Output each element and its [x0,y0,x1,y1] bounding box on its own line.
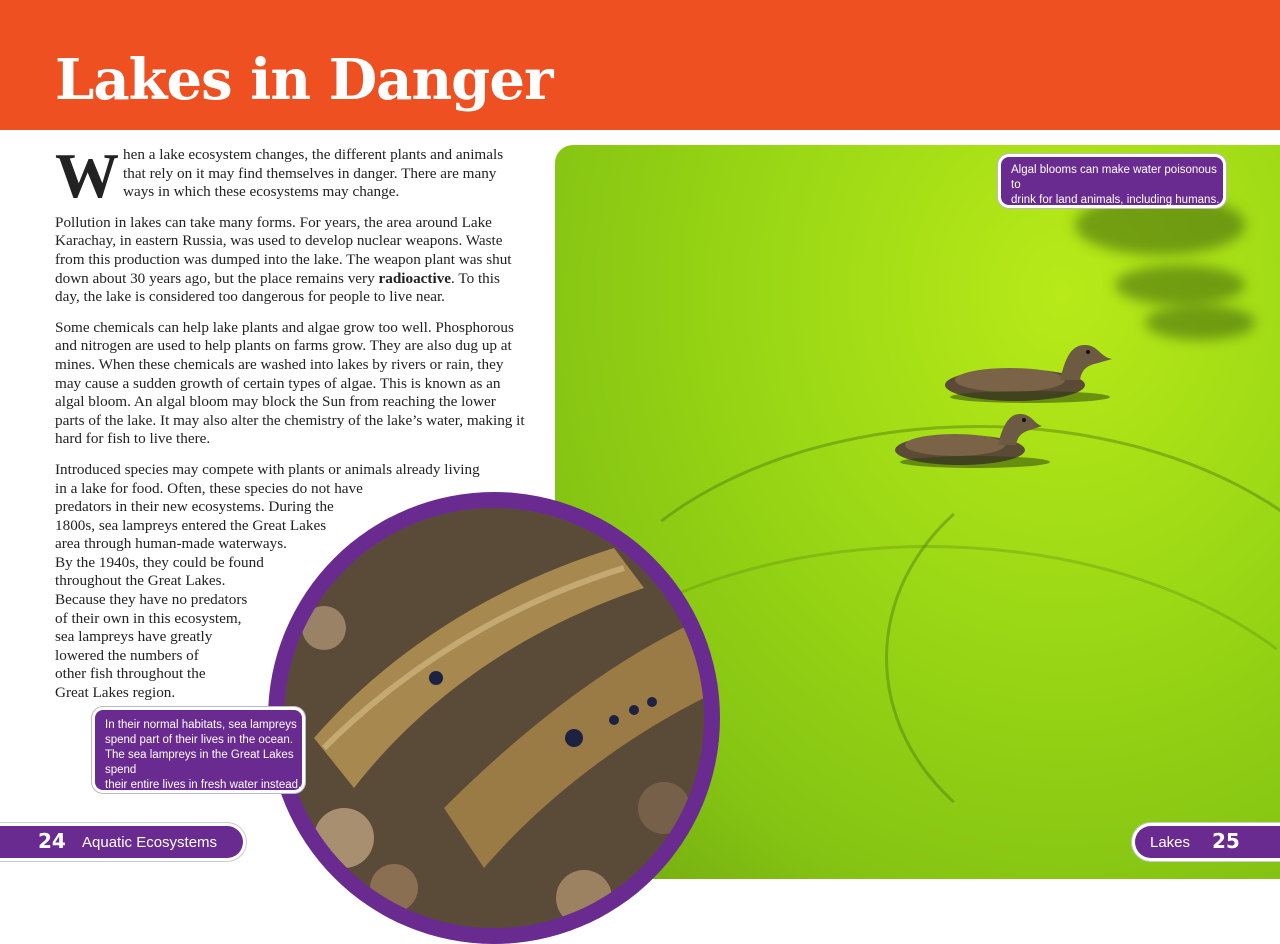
species-line: By the 1940s, they could be found [55,553,264,571]
intro-line: ways in which these ecosystems may change. [123,183,400,201]
species-line: sea lampreys have greatly [55,628,213,646]
algae-caption [1001,157,1223,205]
drop-cap: W [55,140,119,211]
species-line: area through human-made waterways. [55,535,287,553]
intro-line: hen a lake ecosystem changes, the different plants and animals [123,146,504,163]
section-label-left: Aquatic Ecosystems [82,834,218,851]
species-line: 1800s, sea lampreys entered the Great Lakes [55,516,327,534]
intro-line: that rely on it may find themselves in danger. There are many [123,164,497,182]
species-line: other fish throughout the [55,665,206,683]
footer-right-tab [1135,826,1280,858]
page-number-right: 25 [1212,829,1240,853]
header-banner [0,0,1280,130]
tree-shadow [1145,305,1255,340]
radioactive-term: radioactive [378,269,452,287]
species-line: Great Lakes region. [55,684,176,702]
caption-line: spend part of their lives in the ocean. [105,734,293,746]
species-line: lowered the numbers of [55,646,199,664]
pollution-text-end: . To this day, the lake is considered too dangerous for people to live near. [55,269,500,306]
page-number-left: 24 [38,829,66,853]
species-line: of their own in this ecosystem, [55,609,242,627]
intro-paragraph [55,140,525,211]
species-line: throughout the Great Lakes. [55,572,226,590]
pollution-text: Pollution in lakes can take many forms. For years, the area around Lake Karachay, in eastern Russia, was used to develop nuclear weapons. Waste from this production was dumped into the lake. The weapon plant was shut down about 30 years ago, but the place remains very [55,213,512,287]
page-title: Lakes in Danger [55,47,553,113]
lamprey-caption [95,710,302,790]
pollution-paragraph [55,214,525,307]
caption-line: drink for land animals, including humans. [1011,194,1220,206]
section-label-right: Lakes [1150,834,1191,851]
caption-line: The sea lampreys in the Great Lakes spend [105,749,294,776]
algae-paragraph: Some chemicals can help lake plants and algae grow too well. Phosphorous and nitrogen are used to help plants on farms grow. They are also dug up at mines. When these chemicals are washed into lakes by rivers or rain, they may cause a sudden growth of certain types of algae. This is known as an algal bloom. An algal bloom may block the Sun from reaching the lower parts of the lake. It may also alter the chemistry of the lake’s water, making it hard for fish to live there. [55,318,525,448]
tree-shadow [1115,265,1245,305]
caption-line: Algal blooms can make water poisonous to [1011,164,1217,191]
species-line: Introduced species may compete with plants or animals already living [55,460,480,478]
caption-line: their entire lives in fresh water instead. [105,779,302,791]
sea-lamprey-photo [284,508,704,928]
duck-illustration [890,400,1050,480]
species-line: Because they have no predators [55,591,248,609]
species-line: predators in their new ecosystems. During the [55,498,334,516]
caption-line: In their normal habitats, sea lampreys [105,719,297,731]
footer-left-tab [0,826,243,858]
species-line: in a lake for food. Often, these species do not have [55,479,363,497]
lamprey-illustration [284,508,704,928]
